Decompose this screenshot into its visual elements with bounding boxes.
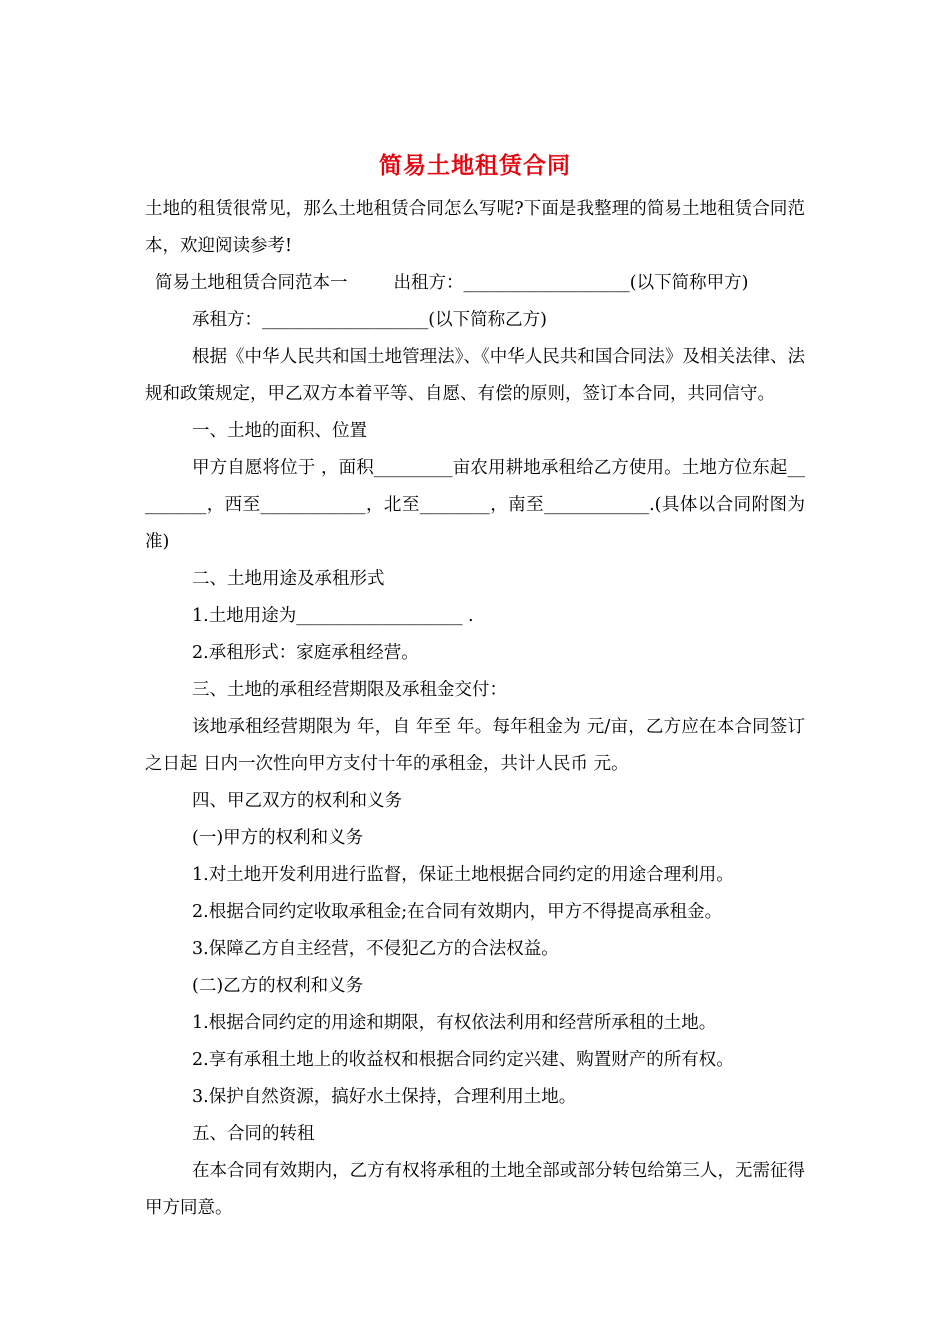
preamble-paragraph: 根据《中华人民共和国土地管理法》、《中华人民共和国合同法》及相关法律、法规和政策规定，甲乙双方本着平等、自愿、有偿的原则，签订本合同，共同信守。 bbox=[145, 347, 805, 404]
lessee-line: 承租方：___________________(以下简称乙方) bbox=[192, 310, 547, 330]
contract-paragraph: 在本合同有效期内，乙方有权将承租的土地全部或部分转包给第三人，无需征得甲方同意。 bbox=[145, 1161, 805, 1218]
contract-paragraph: 该地承租经营期限为 年，自 年至 年。每年租金为 元/亩，乙方应在本合同签订之日起 日内一次性向甲方支付十年的承租金，共计人民币 元。 bbox=[145, 717, 805, 774]
contract-paragraph: 3.保护自然资源，搞好水土保持，合理利用土地。 bbox=[192, 1087, 577, 1107]
document-title: 简易土地租赁合同 bbox=[379, 153, 571, 179]
contract-paragraph: 2.享有承租土地上的收益权和根据合同约定兴建、购置财产的所有权。 bbox=[192, 1050, 734, 1070]
contract-paragraph: 二、土地用途及承租形式 bbox=[192, 569, 385, 589]
contract-paragraph: 五、合同的转租 bbox=[192, 1124, 315, 1144]
contract-paragraph: 2.承租形式：家庭承租经营。 bbox=[192, 643, 419, 663]
sample-lessor-line bbox=[145, 265, 805, 302]
contract-paragraph: 一、土地的面积、位置 bbox=[192, 421, 367, 441]
contract-paragraph: 三、土地的承租经营期限及承租金交付： bbox=[192, 680, 507, 700]
contract-paragraph: 甲方自愿将位于 ，面积_________亩农用耕地承租给乙方使用。土地方位东起_________，西至____________，北至________，南至____________.(具体以合同附图为准) bbox=[145, 458, 805, 552]
contract-paragraph: 3.保障乙方自主经营，不侵犯乙方的合法权益。 bbox=[192, 939, 559, 959]
contract-paragraph: 2.根据合同约定收取承租金;在合同有效期内，甲方不得提高承租金。 bbox=[192, 902, 723, 922]
intro-paragraph: 土地的租赁很常见，那么土地租赁合同怎么写呢?下面是我整理的简易土地租赁合同范本，欢迎阅读参考! bbox=[145, 199, 805, 256]
sample-label: 简易土地租赁合同范本一 bbox=[155, 273, 348, 293]
contract-paragraph: (二)乙方的权利和义务 bbox=[192, 976, 364, 996]
contract-paragraph: (一)甲方的权利和义务 bbox=[192, 828, 364, 848]
contract-paragraph: 1.根据合同约定的用途和期限，有权依法利用和经营所承租的土地。 bbox=[192, 1013, 717, 1033]
lessor-line: 出租方：___________________(以下简称甲方) bbox=[393, 273, 749, 293]
contract-paragraph: 1.土地用途为___________________ . bbox=[192, 606, 474, 626]
document-body bbox=[145, 191, 805, 1227]
contract-paragraph: 四、甲乙双方的权利和义务 bbox=[192, 791, 402, 811]
contract-sections bbox=[145, 413, 805, 1227]
contract-paragraph: 1.对土地开发利用进行监督，保证土地根据合同约定的用途合理利用。 bbox=[192, 865, 734, 885]
